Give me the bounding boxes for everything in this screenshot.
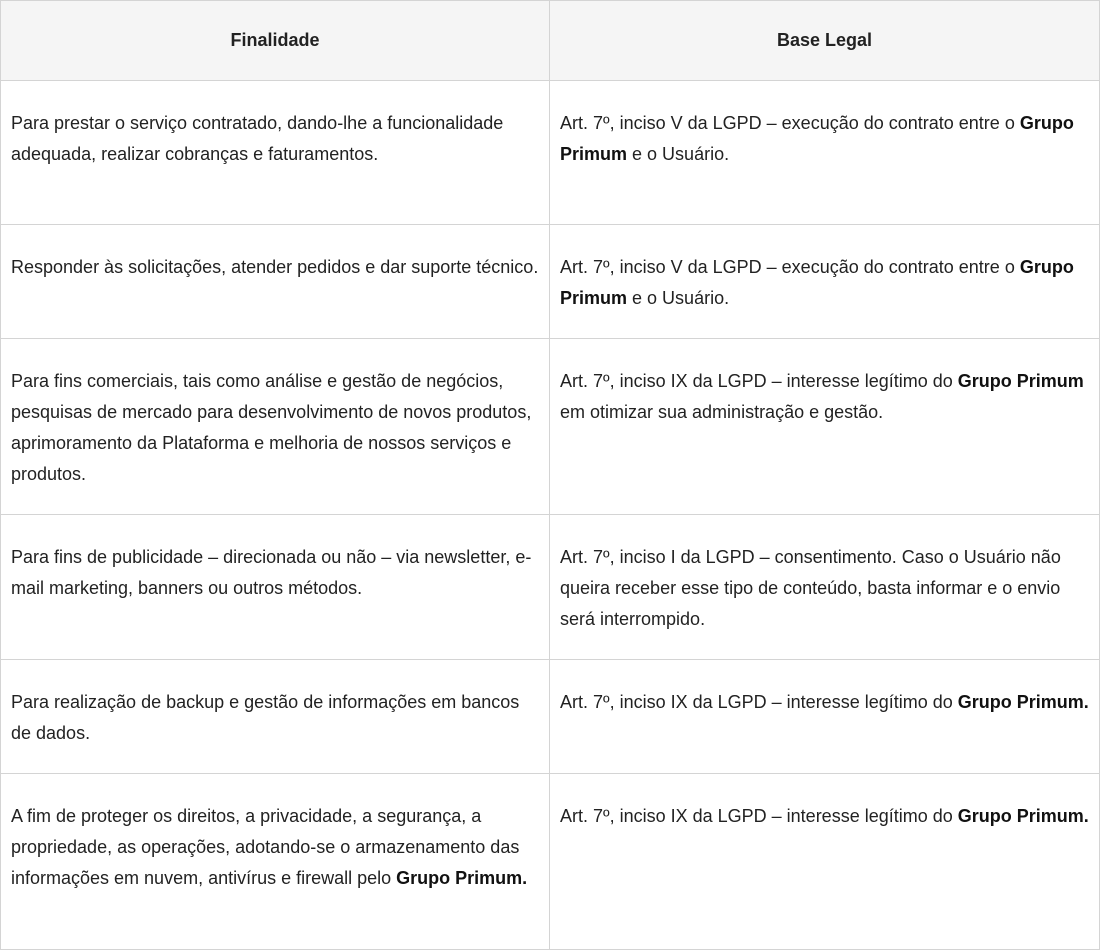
table-row	[1, 660, 1100, 774]
cell-bold-text: Grupo Primum.	[957, 692, 1089, 712]
header-finalidade: Finalidade	[1, 1, 550, 81]
cell-text: e o Usuário.	[627, 288, 730, 308]
table-header	[1, 1, 1100, 81]
finalidade-cell	[1, 339, 550, 515]
cell-bold-text: Grupo Primum	[957, 371, 1084, 391]
finalidade-cell	[1, 774, 550, 950]
base-legal-cell	[550, 660, 1100, 774]
cell-text: e o Usuário.	[627, 144, 730, 164]
cell-text: em otimizar sua administração e gestão.	[560, 402, 884, 422]
cell-text: Art. 7º, inciso IX da LGPD – interesse legítimo do	[560, 371, 958, 391]
table-row	[1, 339, 1100, 515]
base-legal-cell	[550, 774, 1100, 950]
header-row	[1, 1, 1100, 81]
base-legal-cell	[550, 339, 1100, 515]
header-base-legal: Base Legal	[550, 1, 1100, 81]
cell-text: Art. 7º, inciso V da LGPD – execução do contrato entre o	[560, 257, 1020, 277]
finalidade-cell	[1, 515, 550, 660]
table-row	[1, 774, 1100, 950]
cell-bold-text: Grupo Primum	[560, 257, 1074, 308]
base-legal-cell	[550, 225, 1100, 339]
cell-text: Para prestar o serviço contratado, dando-lhe a funcionalidade adequada, realizar cobranças e faturamentos.	[11, 113, 504, 164]
cell-text: Para fins comerciais, tais como análise e gestão de negócios, pesquisas de mercado para desenvolvimento de novos produtos, aprimoramento da Plataforma e melhoria de nossos serviços e produtos.	[11, 371, 532, 484]
cell-text: A fim de proteger os direitos, a privacidade, a segurança, a propriedade, as operações, adotando-se o armazenamento das informações em nuvem, antivírus e firewall pelo	[11, 806, 520, 888]
cell-text: Art. 7º, inciso I da LGPD – consentimento. Caso o Usuário não queira receber esse tipo de conteúdo, basta informar e o envio será interrompido.	[560, 547, 1061, 629]
cell-bold-text: Grupo Primum	[560, 113, 1074, 164]
cell-text: Para fins de publicidade – direcionada ou não – via newsletter, e-mail marketing, banners ou outros métodos.	[11, 547, 532, 598]
cell-text: Responder às solicitações, atender pedidos e dar suporte técnico.	[11, 257, 539, 277]
finalidade-cell	[1, 660, 550, 774]
base-legal-cell	[550, 515, 1100, 660]
table-row	[1, 225, 1100, 339]
table-row	[1, 515, 1100, 660]
cell-text: Art. 7º, inciso IX da LGPD – interesse legítimo do	[560, 692, 958, 712]
cell-text: Art. 7º, inciso V da LGPD – execução do contrato entre o	[560, 113, 1020, 133]
table-body	[1, 81, 1100, 950]
finalidade-cell	[1, 81, 550, 225]
table-row	[1, 81, 1100, 225]
cell-bold-text: Grupo Primum.	[396, 868, 528, 888]
cell-text: Art. 7º, inciso IX da LGPD – interesse legítimo do	[560, 806, 958, 826]
base-legal-cell	[550, 81, 1100, 225]
cell-text: Para realização de backup e gestão de informações em bancos de dados.	[11, 692, 520, 743]
finalidade-cell	[1, 225, 550, 339]
cell-bold-text: Grupo Primum.	[957, 806, 1089, 826]
